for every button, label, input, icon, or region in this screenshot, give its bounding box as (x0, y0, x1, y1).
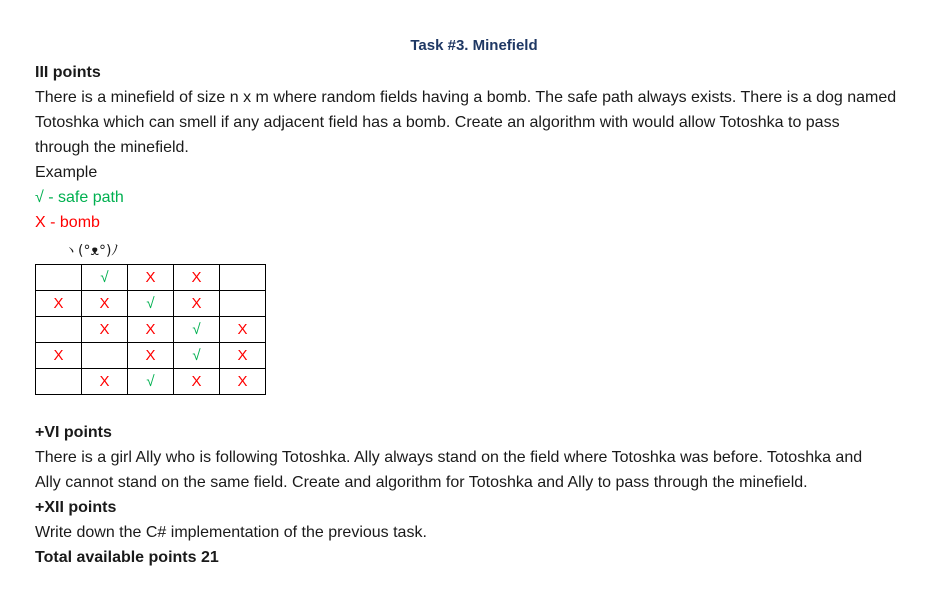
grid-row (36, 265, 266, 291)
grid-cell-bomb: X (82, 317, 128, 343)
grid-cell-bomb: X (82, 369, 128, 395)
grid-cell-bomb: X (220, 317, 266, 343)
section1-heading: III points (35, 64, 101, 81)
section2-heading: +VI points (35, 424, 112, 441)
legend-safe-path: √ - safe path (35, 189, 124, 206)
section2-line-2: Ally cannot stand on the same field. Create and algorithm for Totoshka and Ally to pass through the minefield. (35, 474, 808, 491)
grid-cell-empty (36, 369, 82, 395)
grid-cell-bomb: X (128, 265, 174, 291)
grid-cell-bomb: X (128, 317, 174, 343)
total-points: Total available points 21 (35, 549, 219, 566)
grid-cell-bomb: X (82, 291, 128, 317)
grid-cell-bomb: X (36, 291, 82, 317)
grid-cell-empty (36, 317, 82, 343)
grid-cell-safe: √ (174, 317, 220, 343)
example-label: Example (35, 164, 98, 181)
grid-cell-bomb: X (128, 343, 174, 369)
grid-cell-bomb: X (174, 265, 220, 291)
grid-cell-bomb: X (174, 291, 220, 317)
grid-cell-empty (220, 291, 266, 317)
section1-line-2: Totoshka which can smell if any adjacent field has a bomb. Create an algorithm with would allow Totoshka to pass (35, 114, 840, 131)
grid-cell-safe: √ (82, 265, 128, 291)
section3-line-1: Write down the C# implementation of the previous task. (35, 524, 427, 541)
grid-cell-safe: √ (128, 369, 174, 395)
grid-cell-safe: √ (174, 343, 220, 369)
grid-cell-bomb: X (36, 343, 82, 369)
grid-row (36, 369, 266, 395)
grid-cell-empty (36, 265, 82, 291)
grid-cell-bomb: X (220, 369, 266, 395)
grid-row (36, 291, 266, 317)
grid-cell-bomb: X (174, 369, 220, 395)
grid-cell-empty (82, 343, 128, 369)
section2-line-1: There is a girl Ally who is following Totoshka. Ally always stand on the field where Totoshka was before. Totoshka and (35, 449, 863, 466)
grid-cell-empty (220, 265, 266, 291)
grid-cell-bomb: X (220, 343, 266, 369)
grid-row (36, 317, 266, 343)
minefield-grid (35, 264, 266, 395)
grid-cell-safe: √ (128, 291, 174, 317)
task-title: Task #3. Minefield (410, 37, 538, 54)
section3-heading: +XII points (35, 499, 117, 516)
legend-bomb: X - bomb (35, 214, 100, 231)
grid-row (36, 343, 266, 369)
section1-line-1: There is a minefield of size n x m where random fields having a bomb. The safe path always exists. There is a dog named (35, 89, 897, 106)
section1-line-3: through the minefield. (35, 139, 189, 156)
dog-emoticon: ヽ(°ᴥ°)ﾉ (64, 243, 119, 259)
